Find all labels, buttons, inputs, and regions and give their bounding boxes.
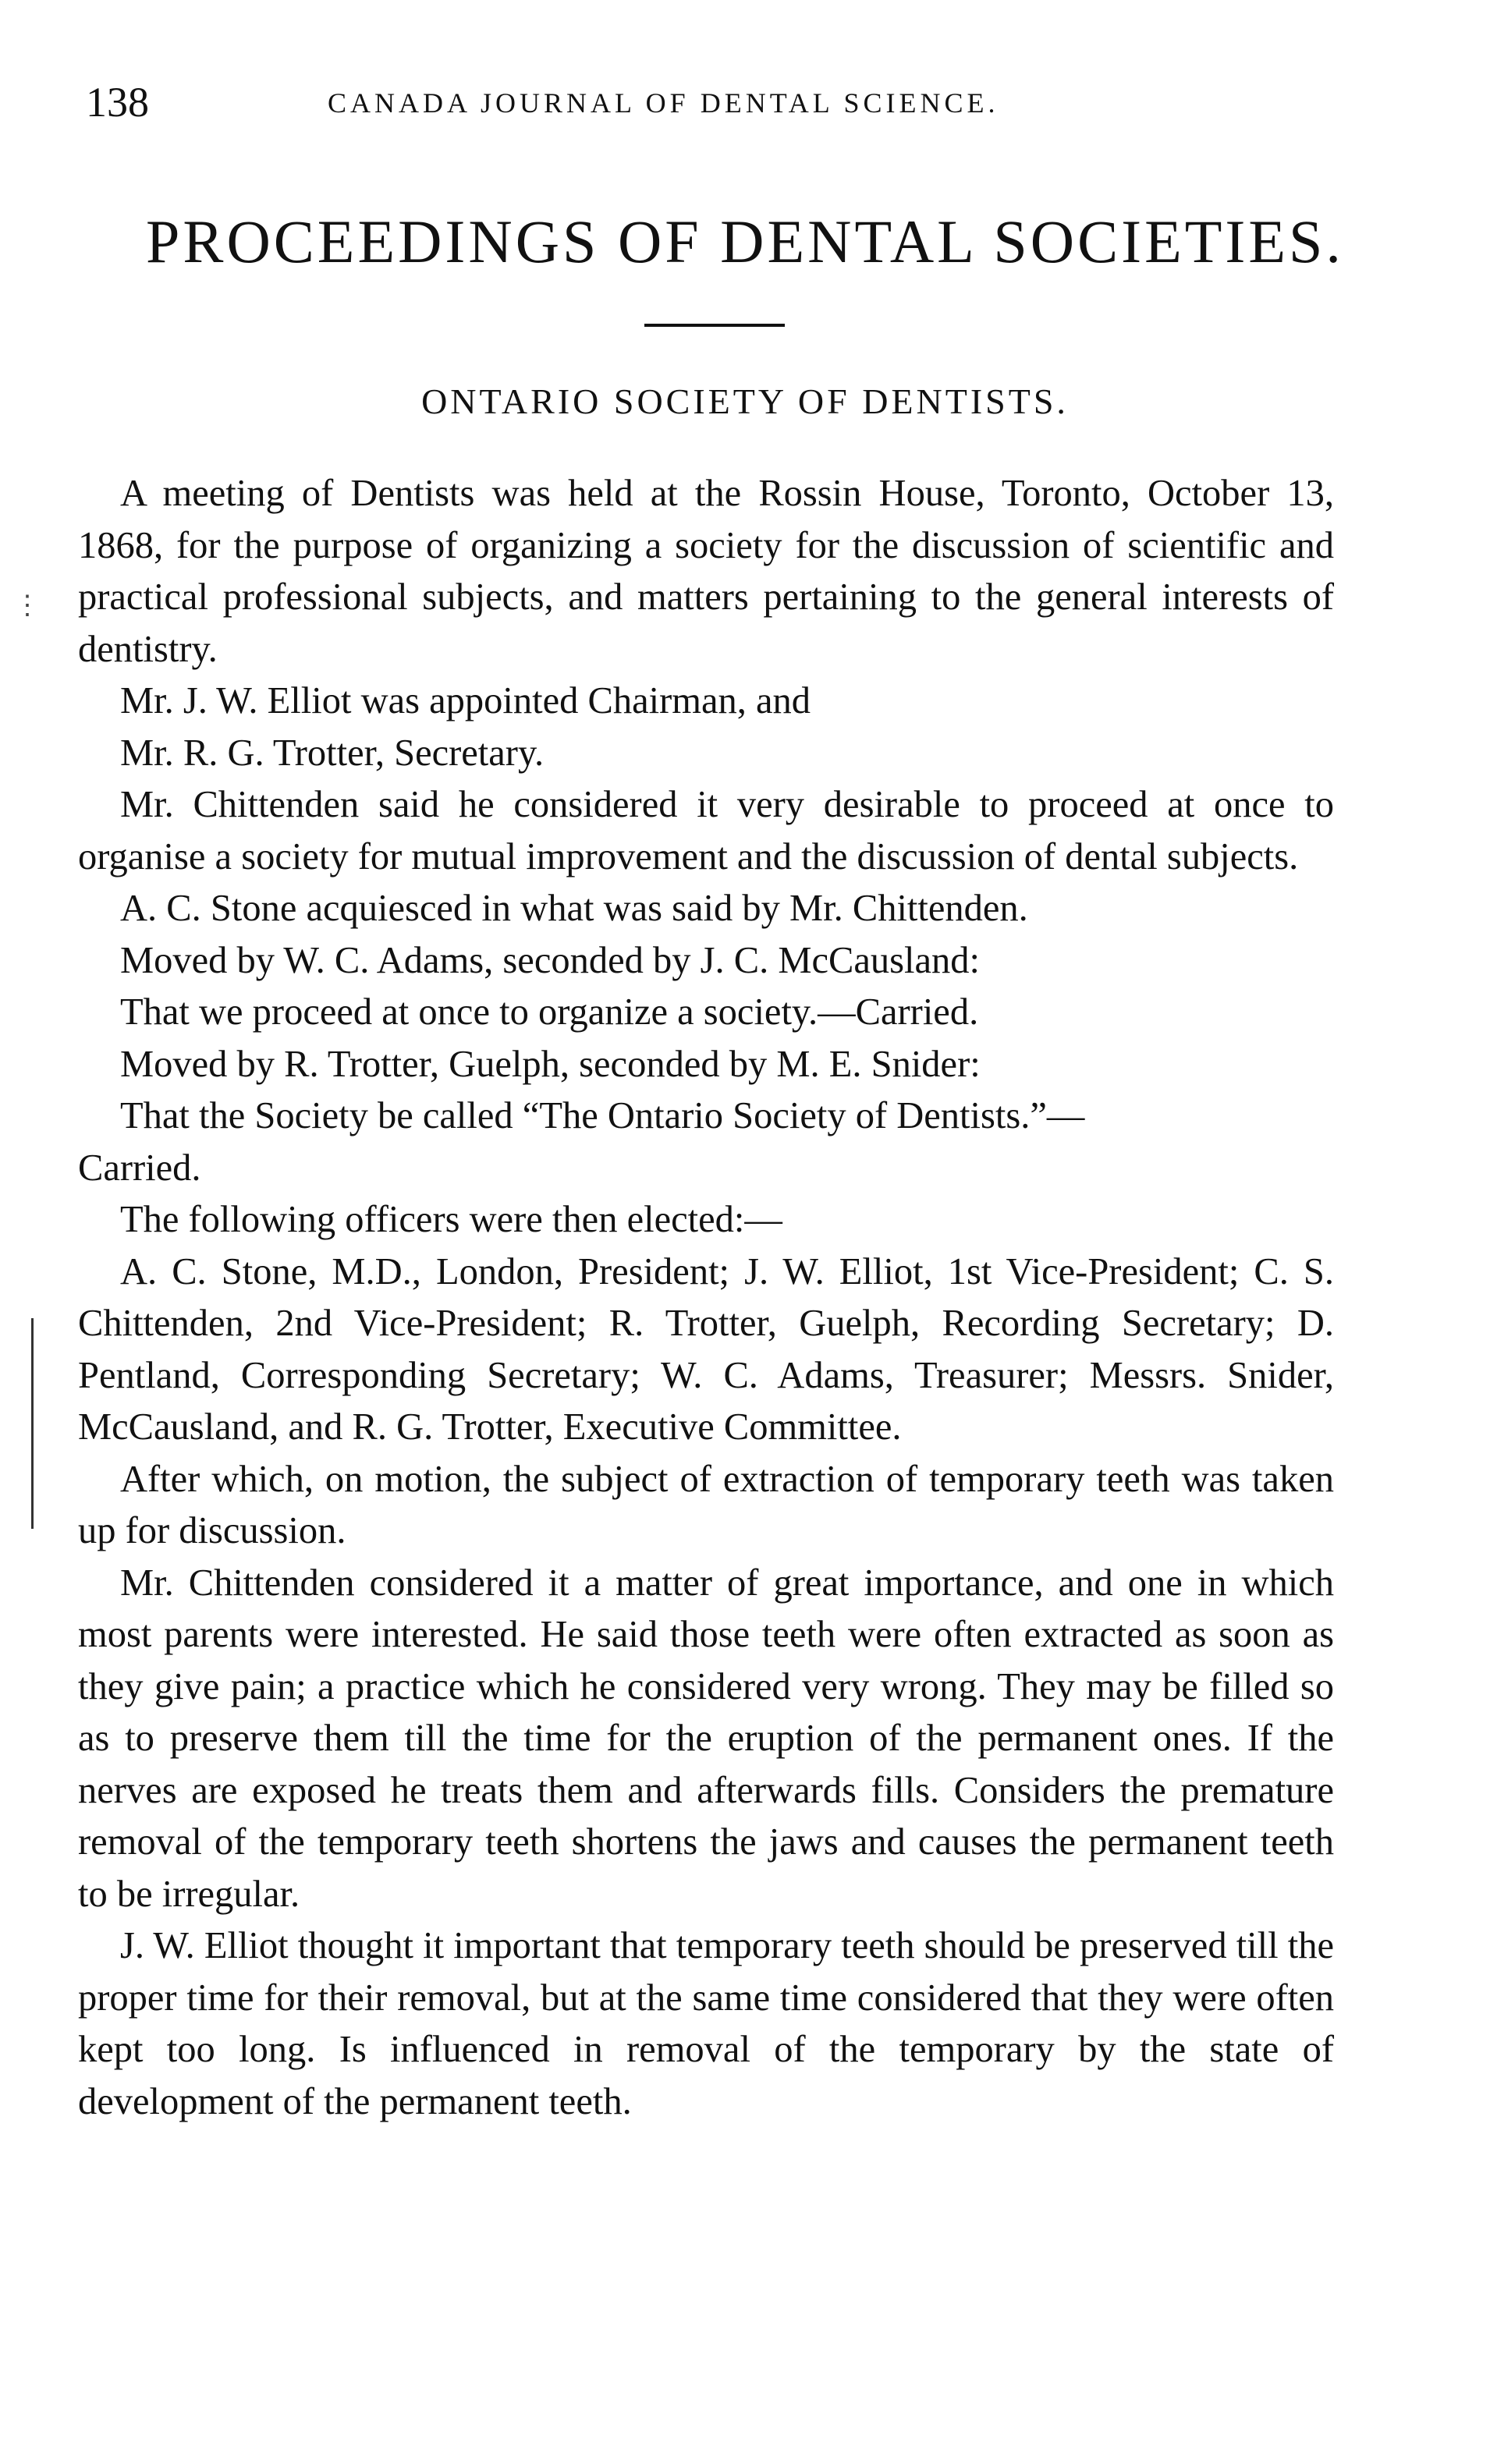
paragraph-motion-adams: Moved by W. C. Adams, seconded by J. C. McCausland: — [120, 939, 980, 981]
journal-title: CANADA JOURNAL OF DENTAL SCIENCE. — [328, 87, 999, 119]
paragraph-officers-intro: The following officers were then elected:— — [120, 1199, 782, 1240]
title-divider — [644, 324, 785, 327]
paragraph-chittenden-discussion: Mr. Chittenden considered it a matter of great importance, and one in which most parents were interested. He said those teeth were often extracted as soon as they give pain; a practice which he considered very wrong. They may be filled so as to preserve them till the time for the eruption of the permanent ones. If the nerves are exposed he treats them and afterwards fills. Considers the premature removal of the temporary teeth shortens the jaws and causes the permanent teeth to be irregular. — [78, 1562, 1334, 1915]
paragraph-meeting: A meeting of Dentists was held at the Rossin House, Toronto, October 13, 1868, for the purpose of organizing a society for the discussion of scientific and practical professional subjects, and matters pertaining to the general interests of dentistry. — [78, 473, 1334, 670]
page-number: 138 — [86, 79, 149, 126]
running-head — [86, 75, 1303, 129]
paragraph-carried: Carried. — [78, 1147, 201, 1189]
paragraph-chairman: Mr. J. W. Elliot was appointed Chairman, and — [120, 680, 811, 721]
margin-mark: ⋮ — [14, 591, 41, 620]
paragraph-society-name: That the Society be called “The Ontario Society of Dentists.”— — [120, 1095, 1085, 1136]
paragraph-extraction-topic: After which, on motion, the subject of extraction of temporary teeth was taken up for discussion. — [78, 1458, 1334, 1551]
paragraph-officers-list: A. C. Stone, M.D., London, President; J. W. Elliot, 1st Vice-President; C. S. Chittenden, 2nd Vice-President; R. Trotter, Guelph, Recording Secretary; D. Pentland, Corresponding Secretary; W. C. Adams, Treasurer; Messrs. Snider, McCausland, and R. G. Trotter, Executive Committee. — [78, 1250, 1334, 1448]
paragraph-motion-organize: That we proceed at once to organize a society.—Carried. — [120, 991, 979, 1033]
paragraph-elliot-discussion: J. W. Elliot thought it important that temporary teeth should be preserved till the proper time for their removal, but at the same time considered that they were often kept too long. Is influenced in removal of the temporary by the state of development of the permanent teeth. — [78, 1925, 1334, 2122]
paragraph-stone-acquiesced: A. C. Stone acquiesced in what was said by Mr. Chittenden. — [120, 888, 1028, 929]
paragraph-motion-trotter: Moved by R. Trotter, Guelph, seconded by M. E. Snider: — [120, 1043, 981, 1085]
section-title: PROCEEDINGS OF DENTAL SOCIETIES. — [146, 207, 1344, 275]
paragraph-secretary: Mr. R. G. Trotter, Secretary. — [120, 732, 545, 774]
margin-bar — [31, 1318, 34, 1529]
article-body — [78, 468, 1334, 2128]
paragraph-chittenden-proposal: Mr. Chittenden said he considered it very desirable to proceed at once to organise a society for mutual improvement and the discussion of dental subjects. — [78, 784, 1334, 877]
society-title: ONTARIO SOCIETY OF DENTISTS. — [421, 381, 1069, 421]
